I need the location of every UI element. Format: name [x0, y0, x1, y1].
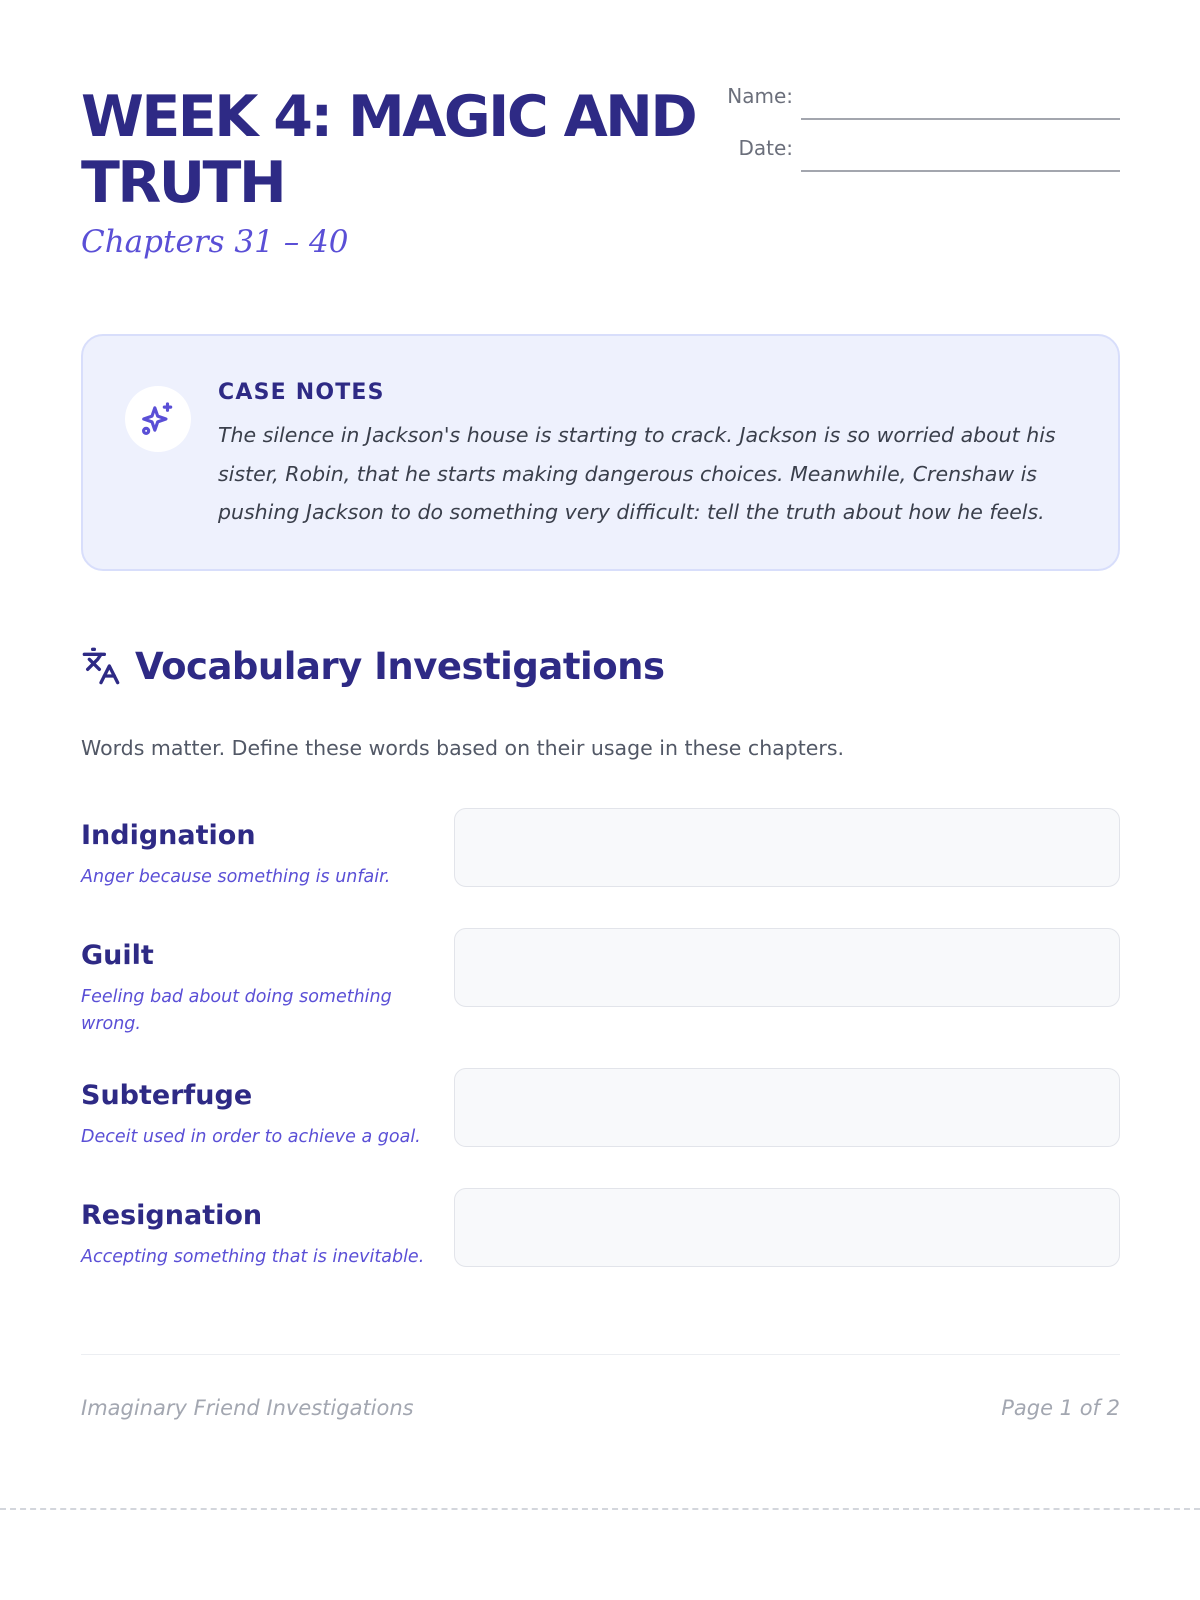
- footer-series-title: Imaginary Friend Investigations: [81, 1396, 414, 1420]
- vocab-word: Subterfuge: [81, 1080, 253, 1111]
- vocabulary-title: Vocabulary Investigations: [135, 644, 665, 688]
- vocab-answer-box[interactable]: [454, 1068, 1120, 1147]
- vocab-definition: Deceit used in order to achieve a goal.: [81, 1127, 421, 1147]
- vocab-word: Resignation: [81, 1200, 263, 1231]
- vocab-definition: Accepting something that is inevitable.: [81, 1247, 425, 1267]
- page-title: WEEK 4: MAGIC AND TRUTH: [81, 84, 696, 216]
- date-label: Date:: [738, 136, 793, 160]
- name-row: [713, 84, 1120, 136]
- vocabulary-heading: [81, 640, 664, 692]
- page-number: Page 1 of 2: [1001, 1396, 1120, 1420]
- date-row: [713, 136, 1120, 188]
- page-subtitle: Chapters 31 – 40: [81, 224, 349, 260]
- sparkles-icon: [125, 386, 191, 452]
- vocabulary-intro: Words matter. Define these words based on their usage in these chapters.: [81, 736, 845, 760]
- student-info: [713, 84, 1120, 188]
- translate-icon: [81, 646, 121, 686]
- page-header: [81, 84, 1120, 284]
- vocab-answer-box[interactable]: [454, 808, 1120, 887]
- vocab-definition: Feeling bad about doing something wrong.: [81, 987, 392, 1034]
- vocab-answer-box[interactable]: [454, 1188, 1120, 1267]
- vocab-word: Indignation: [81, 820, 256, 851]
- case-notes-card: [81, 334, 1120, 571]
- case-notes-body: The silence in Jackson's house is starting to crack. Jackson is so worried about his sister, Robin, that he starts making dangerous choices. Meanwhile, Crenshaw is pushing Jackson to do something very difficult: tell the truth about how he feels.: [218, 423, 1056, 524]
- vocab-answer-box[interactable]: [454, 928, 1120, 1007]
- vocab-definition: Anger because something is unfair.: [81, 867, 391, 887]
- name-label: Name:: [727, 84, 793, 108]
- name-field[interactable]: [801, 118, 1120, 120]
- date-field[interactable]: [801, 170, 1120, 172]
- case-notes-title: CASE NOTES: [218, 380, 385, 405]
- footer-divider: [81, 1354, 1120, 1355]
- vocab-word: Guilt: [81, 940, 154, 971]
- page-break-divider: [0, 1508, 1200, 1510]
